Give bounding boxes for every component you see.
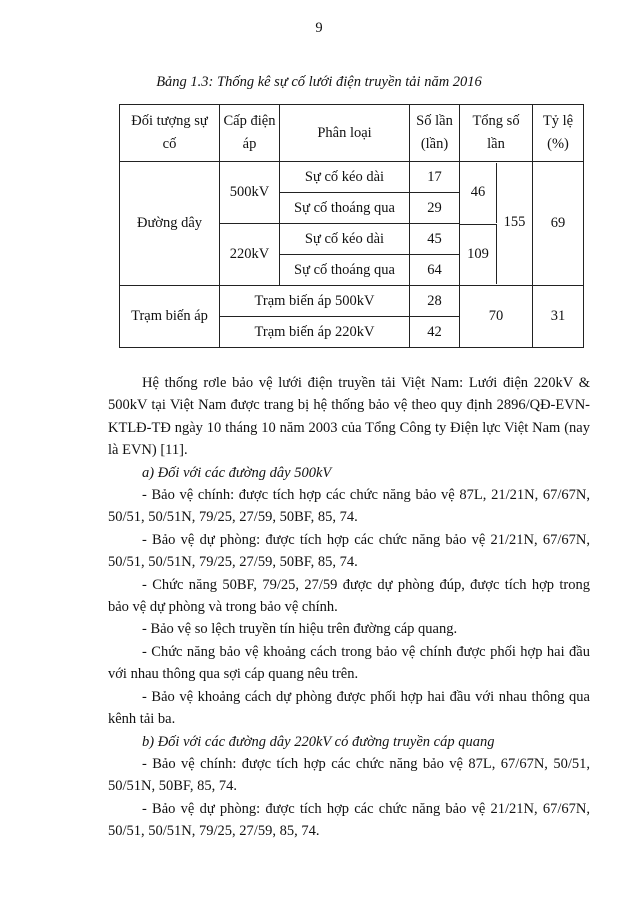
- row-count: 29: [410, 193, 460, 224]
- row-category: Sự cố thoáng qua: [280, 255, 410, 286]
- line-voltage-220: 220kV: [220, 224, 280, 286]
- paragraph: Hệ thống rơle bảo vệ lưới điện truyền tải Việt Nam: Lưới điện 220kV & 500kV tại Việt Nam được trang bị hệ thống bảo vệ theo quy định 2896/QĐ-EVN-KTLĐ-TĐ ngày 10 tháng 10 năm 2003 của Tổng Công ty Điện lực Việt Nam (nay là EVN) [11].: [108, 375, 590, 459]
- paragraph: - Bảo vệ khoảng cách dự phòng được phối hợp hai đầu với nhau thông qua kênh tải ba.: [108, 688, 590, 728]
- line-voltage-500: 500kV: [220, 162, 280, 224]
- header-ratio: Tỷ lệ (%): [533, 105, 584, 162]
- row-count: 64: [410, 255, 460, 286]
- row-count: 28: [410, 286, 460, 317]
- line-group-ratio: 69: [550, 215, 566, 231]
- transformer-group-ratio: 31: [533, 286, 584, 348]
- header-object: Đối tượng sự cố: [120, 105, 220, 162]
- row-count: 17: [410, 162, 460, 193]
- row-category: Trạm biến áp 220kV: [220, 317, 410, 348]
- row-category: Sự cố kéo dài: [280, 224, 410, 255]
- row-category: Sự cố kéo dài: [280, 162, 410, 193]
- line-subtotal-value: 109: [460, 224, 497, 284]
- table-row: [120, 286, 584, 317]
- line-subtotal-500: [460, 162, 533, 230]
- table-caption: Bảng 1.3: Thống kê sự cố lưới điện truyền tải năm 2016: [156, 74, 482, 90]
- row-count: 45: [410, 224, 460, 255]
- paragraph: - Chức năng bảo vệ khoảng cách trong bảo vệ chính được phối hợp hai đầu với nhau thông qua sợi cáp quang nêu trên.: [108, 643, 590, 683]
- page-number: 9: [315, 20, 323, 36]
- paragraph: - Chức năng 50BF, 79/25, 27/59 được dự phòng đúp, được tích hợp trong bảo vệ dự phòng và trong bảo vệ chính.: [108, 576, 590, 616]
- paragraph: - Bảo vệ chính: được tích hợp các chức năng bảo vệ 87L, 21/21N, 67/67N, 50/51, 50/51N, 79/25, 27/59, 50BF, 85, 74.: [108, 487, 590, 526]
- header-count: Số lần (lần): [410, 105, 460, 162]
- row-category: Sự cố thoáng qua: [280, 193, 410, 224]
- paragraph: - Bảo vệ dự phòng: được tích hợp các chức năng bảo vệ 21/21N, 67/67N, 50/51, 50/51N, 79/25, 27/59, 85, 74.: [108, 800, 590, 840]
- paragraph: - Bảo vệ so lệch truyền tín hiệu trên đường cáp quang.: [142, 621, 458, 638]
- transformer-group-total: 70: [460, 286, 533, 348]
- section-heading: a) Đối với các đường dây 500kV: [142, 464, 332, 481]
- line-total-ratio-cell: [533, 162, 584, 286]
- section-heading: b) Đối với các đường dây 220kV có đường truyền cáp quang: [142, 733, 495, 750]
- paragraph: - Bảo vệ dự phòng: được tích hợp các chức năng bảo vệ 21/21N, 67/67N, 50/51, 50/51N, 79/25, 27/59, 50BF, 85, 74.: [108, 531, 590, 571]
- fault-statistics-table: [119, 104, 584, 348]
- transformer-group-label: Trạm biến áp: [120, 286, 220, 348]
- table-header-row: [120, 105, 584, 162]
- table-row: [120, 162, 584, 193]
- line-subtotal-value: 46: [460, 163, 497, 223]
- header-total: Tổng số lần: [460, 105, 533, 162]
- line-group-total: 155: [503, 213, 526, 230]
- row-category: Trạm biến áp 500kV: [220, 286, 410, 317]
- paragraph: - Bảo vệ chính: được tích hợp các chức năng bảo vệ 87L, 67/67N, 50/51, 50/51N, 50BF, 85, 74.: [108, 755, 590, 795]
- body-text: [108, 372, 590, 843]
- header-category: Phân loại: [280, 105, 410, 162]
- row-count: 42: [410, 317, 460, 348]
- line-group-label: Đường dây: [120, 162, 220, 286]
- header-voltage: Cấp điện áp: [220, 105, 280, 162]
